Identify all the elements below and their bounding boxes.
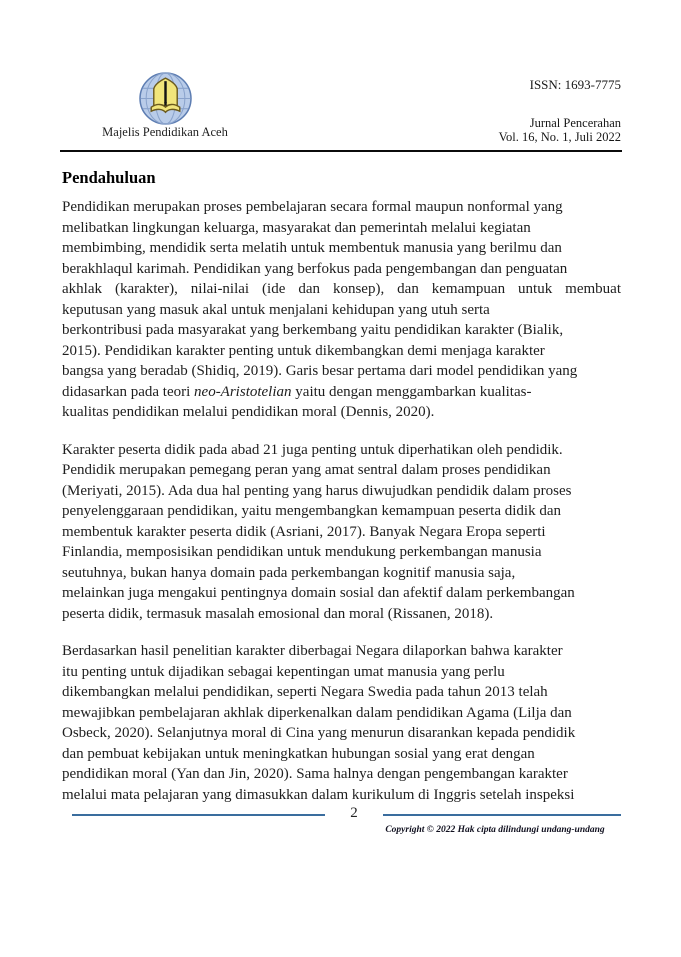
publisher-logo-block: [80, 72, 250, 144]
text-line: berakhlaqul karimah. Pendidikan yang berfokus pada pengembangan dan penguatan: [62, 260, 568, 277]
text-line: Berdasarkan hasil penelitian karakter diberbagai Negara dilaporkan bahwa karakter: [62, 643, 563, 659]
publisher-name: Majelis Pendidikan Aceh: [102, 125, 228, 139]
text-line: seutuhnya, bukan hanya domain pada perkembangan kognitif manusia saja,: [62, 564, 516, 581]
text-line: penyelenggaraan pendidikan, yaitu mengembangkan kemampuan peserta didik dan: [62, 503, 561, 519]
text-line: [62, 382, 621, 403]
italic-term: neo-Aristotelian: [194, 383, 292, 400]
journal-header: [60, 72, 621, 144]
book-globe-logo-icon: [139, 72, 192, 125]
copyright-notice: Copyright © 2022 Hak cipta dilindungi undang-undang: [385, 825, 605, 835]
text-line: peserta didik, termasuk masalah emosional dan moral (Rissanen, 2018).: [62, 605, 494, 622]
paragraph-2: [62, 440, 621, 625]
text-line: kualitas pendidikan melalui pendidikan moral (Dennis, 2020).: [62, 404, 435, 420]
text-line: itu penting untuk dijadikan sebagai kepentingan umat manusia yang perlu: [62, 663, 505, 680]
text-line: berkontribusi pada masyarakat yang berkembang yaitu pendidikan karakter (Bialik,: [62, 322, 564, 338]
volume-info: Vol. 16, No. 1, Juli 2022: [498, 130, 621, 144]
issn-label: ISSN: 1693-7775: [529, 77, 621, 92]
paragraph-1: [62, 197, 621, 423]
text-line: melibatkan lingkungan keluarga, masyarakat dan pemerintah melalui kegiatan: [62, 219, 531, 236]
text-line: Karakter peserta didik pada abad 21 juga penting untuk diperhatikan oleh pendidik.: [62, 441, 563, 458]
text-segment: yaitu dengan menggambarkan kualitas-: [291, 383, 532, 400]
page-number: 2: [350, 805, 358, 821]
footer-rule-left: [72, 814, 325, 816]
text-line: Finlandia, memposisikan pendidikan untuk mendukung perkembangan manusia: [62, 544, 542, 560]
paragraph-3: [62, 641, 621, 805]
text-line: dan pembuat kebijakan untuk meningkatkan hubungan sosial yang erat dengan: [62, 745, 535, 762]
text-line: akhlak (karakter), nilai-nilai (ide dan konsep), dan kemampuan untuk membuat: [62, 281, 621, 297]
text-segment: didasarkan pada teori: [62, 383, 195, 400]
issue-info-block: [499, 72, 621, 144]
header-divider: [60, 150, 622, 152]
text-line: dikembangkan melalui pendidikan, seperti Negara Swedia pada tahun 2013 telah: [62, 684, 548, 700]
text-line: melainkan juga mengakui pentingnya domain sosial dan afektif dalam perkembangan: [62, 585, 575, 601]
text-line: melalui mata pelajaran yang dimasukkan dalam kurikulum di Inggris setelah inspeksi: [62, 786, 575, 803]
text-line: (Meriyati, 2015). Ada dua hal penting yang harus diwujudkan pendidik dalam proses: [62, 482, 572, 499]
section-heading: Pendahuluan: [62, 168, 156, 187]
text-line: membentuk karakter peserta didik (Asriani, 2017). Banyak Negara Eropa seperti: [62, 523, 546, 540]
footer-rule-right: [383, 814, 621, 816]
text-line: mewajibkan pembelajaran akhlak diperkenalkan dalam pendidikan Agama (Lilja dan: [62, 704, 572, 721]
journal-name: Jurnal Pencerahan: [529, 116, 621, 130]
text-line: pendidikan moral (Yan dan Jin, 2020). Sama halnya dengan pengembangan karakter: [62, 766, 568, 782]
text-line: keputusan yang masuk akal untuk menjalani kehidupan yang utuh serta: [62, 301, 490, 318]
text-line: Osbeck, 2020). Selanjutnya moral di Cina yang menurun disarankan kepada pendidik: [62, 725, 576, 741]
text-line: Pendidikan merupakan proses pembelajaran secara formal maupun nonformal yang: [62, 199, 563, 215]
text-line: Pendidik merupakan pemegang peran yang amat sentral dalam proses pendidikan: [62, 462, 551, 478]
text-line: 2015). Pendidikan karakter penting untuk dikembangkan demi menjaga karakter: [62, 342, 545, 359]
article-body: [62, 167, 621, 805]
text-line: membimbing, mendidik serta melatih untuk membentuk manusia yang berilmu dan: [62, 240, 562, 256]
page-footer: [72, 805, 621, 835]
text-line: bangsa yang beradab (Shidiq, 2019). Garis besar pertama dari model pendidikan yang: [62, 363, 578, 379]
